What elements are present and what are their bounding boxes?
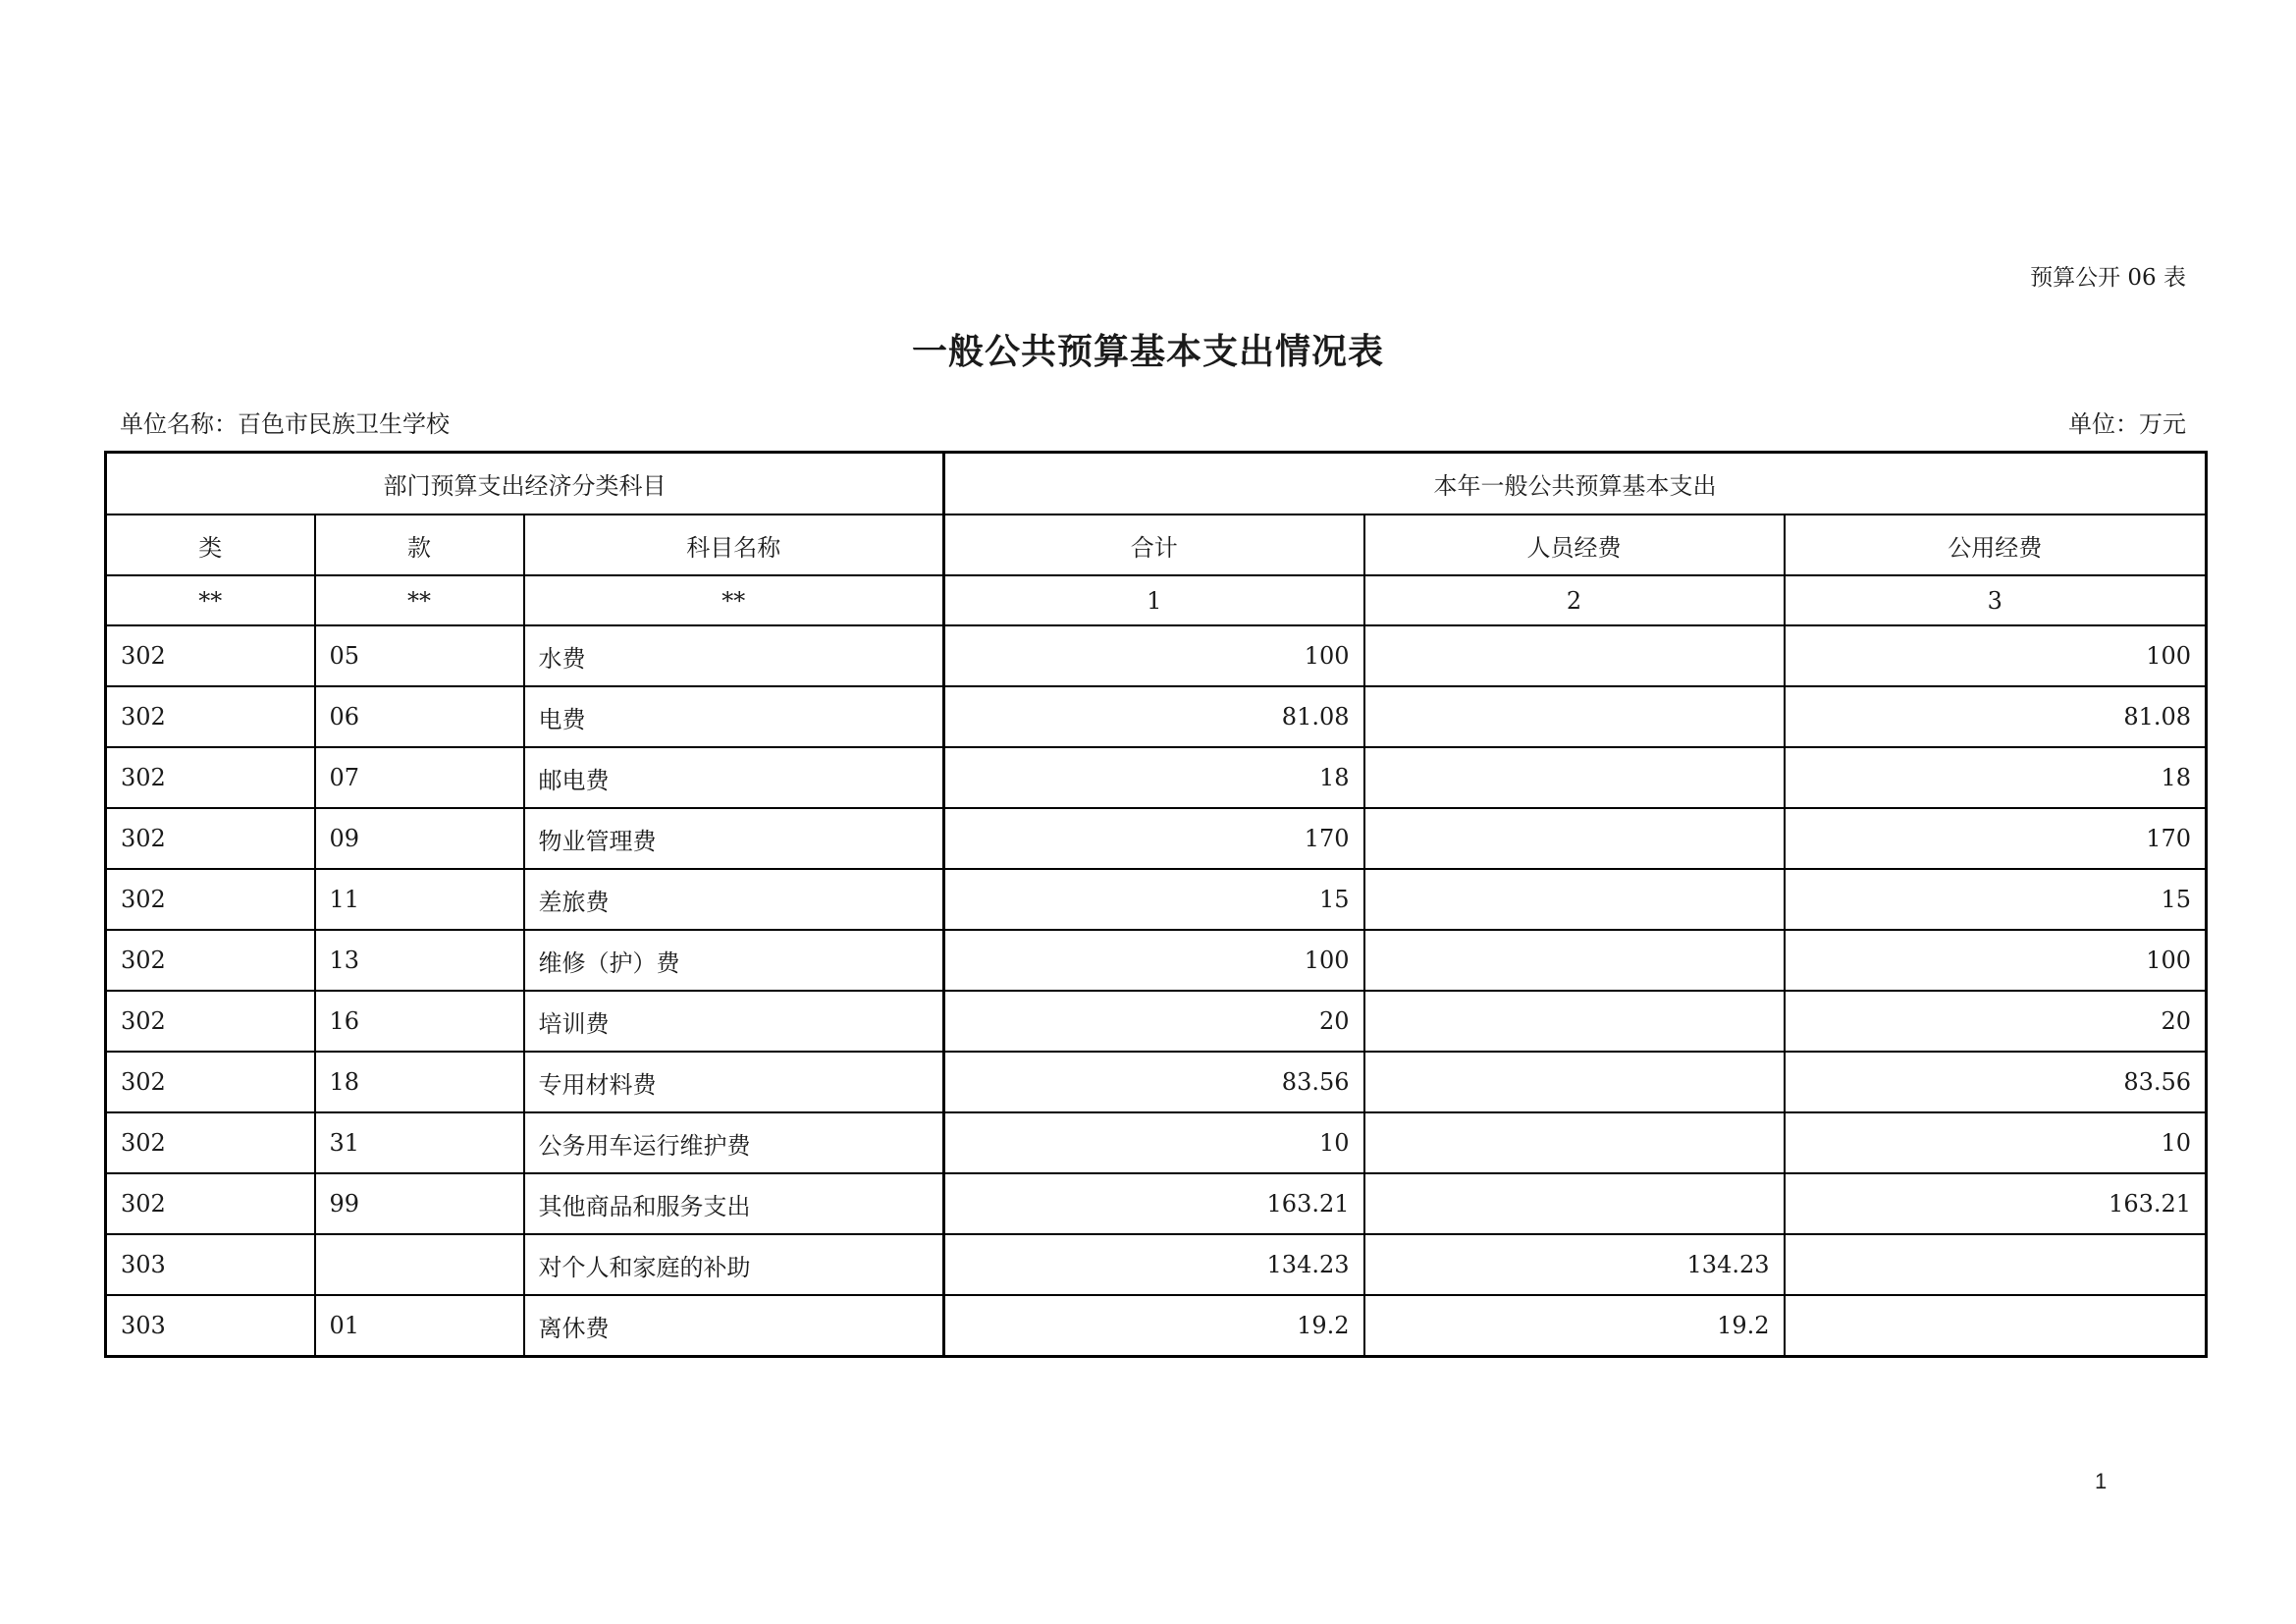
cell-public: 18 <box>1785 747 2207 808</box>
table-row <box>106 991 2207 1052</box>
cell-kuan: 09 <box>315 808 524 869</box>
cell-subject-name: 物业管理费 <box>524 808 944 869</box>
cell-kuan <box>315 1234 524 1295</box>
cell-personnel <box>1364 686 1785 747</box>
cell-personnel <box>1364 808 1785 869</box>
cell-total: 19.2 <box>944 1295 1364 1357</box>
cell-lei: 302 <box>106 625 315 686</box>
form-number: 预算公开 06 表 <box>2030 265 2186 291</box>
table-row <box>106 625 2207 686</box>
cell-personnel <box>1364 930 1785 991</box>
cell-kuan: 11 <box>315 869 524 930</box>
cell-subject-name: 专用材料费 <box>524 1052 944 1112</box>
cell-public: 81.08 <box>1785 686 2207 747</box>
header-subject-name: 科目名称 <box>524 514 944 575</box>
table-row <box>106 930 2207 991</box>
page-number: 1 <box>2095 1469 2108 1493</box>
cell-personnel <box>1364 747 1785 808</box>
cell-lei: 303 <box>106 1295 315 1357</box>
table-row <box>106 869 2207 930</box>
cell-subject-name: 公务用车运行维护费 <box>524 1112 944 1173</box>
cell-personnel <box>1364 1173 1785 1234</box>
cell-personnel: 19.2 <box>1364 1295 1785 1357</box>
cell-total: 100 <box>944 930 1364 991</box>
cell-public: 10 <box>1785 1112 2207 1173</box>
cell-public: 163.21 <box>1785 1173 2207 1234</box>
table-row <box>106 1234 2207 1295</box>
cell-lei: 302 <box>106 808 315 869</box>
cell-lei: 302 <box>106 1173 315 1234</box>
index-public: 3 <box>1785 575 2207 625</box>
cell-public: 20 <box>1785 991 2207 1052</box>
cell-subject-name: 水费 <box>524 625 944 686</box>
cell-personnel <box>1364 1052 1785 1112</box>
index-personnel: 2 <box>1364 575 1785 625</box>
cell-public: 15 <box>1785 869 2207 930</box>
header-lei: 类 <box>106 514 315 575</box>
cell-total: 10 <box>944 1112 1364 1173</box>
cell-lei: 302 <box>106 1052 315 1112</box>
page-title: 一般公共预算基本支出情况表 <box>911 331 1384 372</box>
cell-kuan: 13 <box>315 930 524 991</box>
cell-total: 18 <box>944 747 1364 808</box>
cell-subject-name: 对个人和家庭的补助 <box>524 1234 944 1295</box>
cell-subject-name: 邮电费 <box>524 747 944 808</box>
cell-subject-name: 维修（护）费 <box>524 930 944 991</box>
cell-public: 100 <box>1785 625 2207 686</box>
index-kuan: ** <box>315 575 524 625</box>
table-row <box>106 1173 2207 1234</box>
cell-total: 134.23 <box>944 1234 1364 1295</box>
cell-lei: 302 <box>106 686 315 747</box>
table-row <box>106 1112 2207 1173</box>
cell-lei: 302 <box>106 1112 315 1173</box>
header-basic-expenditure: 本年一般公共预算基本支出 <box>944 453 2207 515</box>
cell-kuan: 99 <box>315 1173 524 1234</box>
budget-table <box>104 451 2208 1358</box>
cell-personnel <box>1364 991 1785 1052</box>
cell-lei: 303 <box>106 1234 315 1295</box>
cell-total: 163.21 <box>944 1173 1364 1234</box>
header-total: 合计 <box>944 514 1364 575</box>
header-row-index <box>106 575 2207 625</box>
cell-personnel <box>1364 1112 1785 1173</box>
cell-total: 15 <box>944 869 1364 930</box>
header-row-group <box>106 453 2207 515</box>
cell-total: 81.08 <box>944 686 1364 747</box>
cell-subject-name: 离休费 <box>524 1295 944 1357</box>
cell-kuan: 31 <box>315 1112 524 1173</box>
header-public: 公用经费 <box>1785 514 2207 575</box>
cell-subject-name: 培训费 <box>524 991 944 1052</box>
table-row <box>106 686 2207 747</box>
cell-personnel: 134.23 <box>1364 1234 1785 1295</box>
table-row <box>106 1295 2207 1357</box>
header-economic-classification: 部门预算支出经济分类科目 <box>106 453 944 515</box>
currency-unit: 单位：万元 <box>2068 410 2186 438</box>
cell-total: 83.56 <box>944 1052 1364 1112</box>
cell-subject-name: 差旅费 <box>524 869 944 930</box>
cell-kuan: 01 <box>315 1295 524 1357</box>
cell-kuan: 16 <box>315 991 524 1052</box>
cell-public: 100 <box>1785 930 2207 991</box>
header-row-columns <box>106 514 2207 575</box>
cell-public: 83.56 <box>1785 1052 2207 1112</box>
cell-lei: 302 <box>106 930 315 991</box>
index-subject-name: ** <box>524 575 944 625</box>
cell-total: 170 <box>944 808 1364 869</box>
cell-subject-name: 其他商品和服务支出 <box>524 1173 944 1234</box>
cell-kuan: 18 <box>315 1052 524 1112</box>
table-row <box>106 1052 2207 1112</box>
header-kuan: 款 <box>315 514 524 575</box>
cell-public <box>1785 1295 2207 1357</box>
cell-subject-name: 电费 <box>524 686 944 747</box>
table-row <box>106 747 2207 808</box>
cell-total: 20 <box>944 991 1364 1052</box>
cell-public: 170 <box>1785 808 2207 869</box>
cell-kuan: 06 <box>315 686 524 747</box>
index-lei: ** <box>106 575 315 625</box>
cell-personnel <box>1364 869 1785 930</box>
cell-kuan: 05 <box>315 625 524 686</box>
unit-name: 单位名称：百色市民族卫生学校 <box>120 410 450 438</box>
cell-public <box>1785 1234 2207 1295</box>
cell-lei: 302 <box>106 747 315 808</box>
index-total: 1 <box>944 575 1364 625</box>
cell-personnel <box>1364 625 1785 686</box>
cell-kuan: 07 <box>315 747 524 808</box>
cell-lei: 302 <box>106 991 315 1052</box>
cell-lei: 302 <box>106 869 315 930</box>
cell-total: 100 <box>944 625 1364 686</box>
table-row <box>106 808 2207 869</box>
header-personnel: 人员经费 <box>1364 514 1785 575</box>
